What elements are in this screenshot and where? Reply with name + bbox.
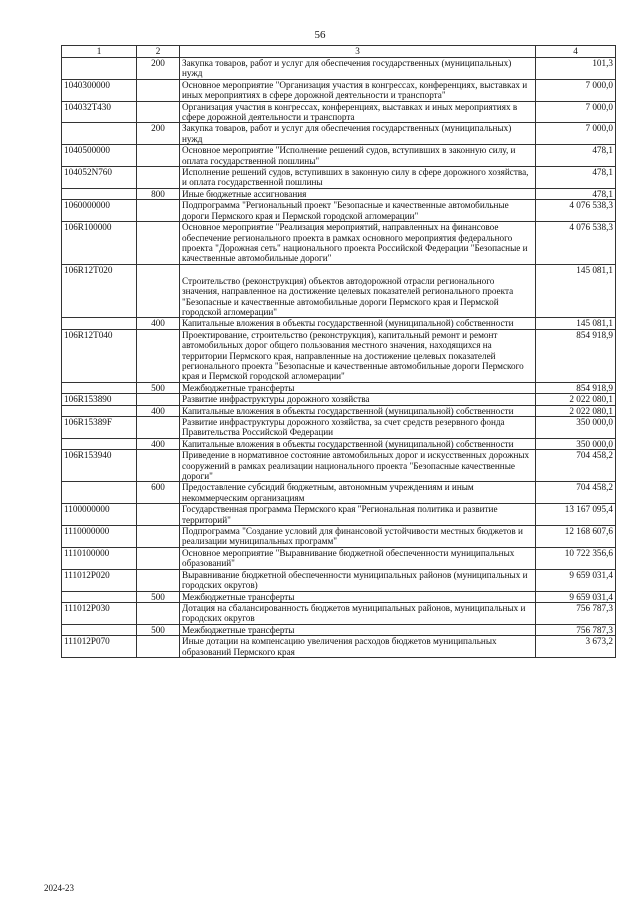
expense-type-cell: 600 — [137, 482, 180, 504]
name-cell: Строительство (реконструкция) объектов автодорожной отрасли регионального значения, направленное на достижение целевых показателей регионального проекта "Безопасные и качественные автомобильные дороги Пермского края и Пермской городской агломерации" — [180, 264, 536, 318]
amount-cell: 756 787,3 — [536, 624, 616, 635]
expense-type-cell: 400 — [137, 318, 180, 329]
code-cell: 1110100000 — [62, 547, 137, 569]
table-row — [62, 101, 616, 123]
expense-type-cell — [137, 636, 180, 658]
code-cell — [62, 318, 137, 329]
table-row — [62, 482, 616, 504]
amount-cell: 854 918,9 — [536, 382, 616, 393]
amount-cell: 478,1 — [536, 167, 616, 189]
code-cell — [62, 123, 137, 145]
expense-type-cell — [137, 602, 180, 624]
code-cell — [62, 624, 137, 635]
amount-cell: 756 787,3 — [536, 602, 616, 624]
amount-cell: 10 722 356,6 — [536, 547, 616, 569]
header-cell-code: 1 — [62, 46, 137, 58]
table-row — [62, 602, 616, 624]
amount-cell: 12 168 607,6 — [536, 526, 616, 548]
amount-cell: 9 659 031,4 — [536, 591, 616, 602]
amount-cell: 350 000,0 — [536, 417, 616, 439]
amount-cell: 704 458,2 — [536, 450, 616, 482]
table-row — [62, 382, 616, 393]
name-cell: Проектирование, строительство (реконструкция), капитальный ремонт и ремонт автомобильных дорог общего пользования местного значения, находящихся на территории Пермского края, направленные на достижение целевых показателей регионального проекта "Безопасные и качественные автомобильные дороги Пермского края и Пермской городской агломерации" — [180, 329, 536, 382]
code-cell: 1040500000 — [62, 145, 137, 167]
amount-cell: 854 918,9 — [536, 329, 616, 382]
table-row — [62, 123, 616, 145]
name-cell: Организация участия в конгрессах, конференциях, выставках и иных мероприятиях в сфере дорожной деятельности и транспорта — [180, 101, 536, 123]
amount-cell: 7 000,0 — [536, 79, 616, 101]
name-cell: Основное мероприятие "Организация участия в конгрессах, конференциях, выставках и иных мероприятиях в сфере дорожной деятельности и транспорта" — [180, 79, 536, 101]
name-cell: Предоставление субсидий бюджетным, автономным учреждениям и иным некоммерческим организациям — [180, 482, 536, 504]
name-cell: Основное мероприятие "Выравнивание бюджетной обеспеченности муниципальных образований" — [180, 547, 536, 569]
expense-type-cell — [137, 222, 180, 265]
expense-type-cell: 500 — [137, 382, 180, 393]
table-row — [62, 636, 616, 658]
amount-cell: 4 076 538,3 — [536, 200, 616, 222]
table-row — [62, 394, 616, 405]
expense-type-cell — [137, 101, 180, 123]
table-row — [62, 526, 616, 548]
document-footer-code: 2024-23 — [44, 883, 74, 893]
name-cell: Дотация на сбалансированность бюджетов муниципальных районов, муниципальных и городских округов — [180, 602, 536, 624]
amount-cell: 4 076 538,3 — [536, 222, 616, 265]
amount-cell: 145 081,1 — [536, 264, 616, 318]
header-row — [62, 46, 616, 58]
expense-type-cell: 500 — [137, 624, 180, 635]
name-cell: Приведение в нормативное состояние автомобильных дорог и искусственных дорожных сооружений в рамках реализации национального проекта "Безопасные качественные дороги" — [180, 450, 536, 482]
code-cell: 106R153890 — [62, 394, 137, 405]
code-cell: 106R153940 — [62, 450, 137, 482]
table-row — [62, 58, 616, 80]
name-cell: Капитальные вложения в объекты государственной (муниципальной) собственности — [180, 438, 536, 449]
code-cell: 111012Р070 — [62, 636, 137, 658]
table-row — [62, 318, 616, 329]
code-cell: 1110000000 — [62, 526, 137, 548]
table-row — [62, 624, 616, 635]
expense-type-cell — [137, 450, 180, 482]
expense-type-cell — [137, 526, 180, 548]
amount-cell: 2 022 080,1 — [536, 394, 616, 405]
name-cell: Закупка товаров, работ и услуг для обеспечения государственных (муниципальных) нужд — [180, 58, 536, 80]
name-cell: Исполнение решений судов, вступивших в законную силу в сфере дорожного хозяйства, и оплата государственной пошлины — [180, 167, 536, 189]
expense-type-cell: 800 — [137, 188, 180, 199]
header-cell-type: 2 — [137, 46, 180, 58]
code-cell: 104032Т430 — [62, 101, 137, 123]
name-cell: Капитальные вложения в объекты государственной (муниципальной) собственности — [180, 405, 536, 416]
name-cell: Развитие инфраструктуры дорожного хозяйства, за счет средств резервного фонда Правительства Российской Федерации — [180, 417, 536, 439]
code-cell: 104052N760 — [62, 167, 137, 189]
name-cell: Межбюджетные трансферты — [180, 382, 536, 393]
expense-type-cell — [137, 145, 180, 167]
table-row — [62, 200, 616, 222]
amount-cell: 13 167 095,4 — [536, 504, 616, 526]
table-row — [62, 547, 616, 569]
name-cell: Выравнивание бюджетной обеспеченности муниципальных районов (муниципальных и городских округов) — [180, 569, 536, 591]
amount-cell: 9 659 031,4 — [536, 569, 616, 591]
code-cell: 111012Р030 — [62, 602, 137, 624]
table-row — [62, 145, 616, 167]
code-cell: 111012Р020 — [62, 569, 137, 591]
expense-type-cell — [137, 79, 180, 101]
expense-type-cell — [137, 167, 180, 189]
code-cell: 106R15389F — [62, 417, 137, 439]
name-cell: Межбюджетные трансферты — [180, 624, 536, 635]
header-cell-amount: 4 — [536, 46, 616, 58]
table-row — [62, 569, 616, 591]
code-cell — [62, 382, 137, 393]
code-cell: 1100000000 — [62, 504, 137, 526]
name-cell: Закупка товаров, работ и услуг для обеспечения государственных (муниципальных) нужд — [180, 123, 536, 145]
header-cell-name: 3 — [180, 46, 536, 58]
amount-cell: 7 000,0 — [536, 101, 616, 123]
code-cell — [62, 591, 137, 602]
amount-cell: 350 000,0 — [536, 438, 616, 449]
name-cell: Межбюджетные трансферты — [180, 591, 536, 602]
code-cell — [62, 405, 137, 416]
budget-table — [61, 45, 616, 658]
expense-type-cell: 400 — [137, 438, 180, 449]
table-row — [62, 264, 616, 318]
table-row — [62, 417, 616, 439]
table-row — [62, 450, 616, 482]
table-row — [62, 405, 616, 416]
expense-type-cell — [137, 417, 180, 439]
name-cell: Подпрограмма "Создание условий для финансовой устойчивости местных бюджетов и реализации муниципальных программ" — [180, 526, 536, 548]
amount-cell: 145 081,1 — [536, 318, 616, 329]
name-cell: Основное мероприятие "Реализация мероприятий, направленных на финансовое обеспечение регионального проекта в рамках основного мероприятия федерального проекта "Дорожная сеть" национального проекта Российской Федерации "Безопасные и качественные автомобильные дороги" — [180, 222, 536, 265]
expense-type-cell: 400 — [137, 405, 180, 416]
expense-type-cell — [137, 200, 180, 222]
code-cell: 1060000000 — [62, 200, 137, 222]
name-cell: Подпрограмма "Региональный проект "Безопасные и качественные автомобильные дороги Пермского края и Пермской городской агломерации" — [180, 200, 536, 222]
name-cell: Основное мероприятие "Исполнение решений судов, вступивших в законную силу, и оплата государственной пошлины" — [180, 145, 536, 167]
table-row — [62, 188, 616, 199]
amount-cell: 7 000,0 — [536, 123, 616, 145]
name-cell: Иные дотации на компенсацию увеличения расходов бюджетов муниципальных образований Пермского края — [180, 636, 536, 658]
code-cell — [62, 482, 137, 504]
expense-type-cell — [137, 569, 180, 591]
code-cell: 106R12Т020 — [62, 264, 137, 318]
amount-cell: 704 458,2 — [536, 482, 616, 504]
table-row — [62, 329, 616, 382]
table-row — [62, 438, 616, 449]
code-cell: 106R100000 — [62, 222, 137, 265]
name-cell: Государственная программа Пермского края "Региональная политика и развитие территорий" — [180, 504, 536, 526]
name-cell: Капитальные вложения в объекты государственной (муниципальной) собственности — [180, 318, 536, 329]
code-cell: 106R12Т040 — [62, 329, 137, 382]
name-cell: Иные бюджетные ассигнования — [180, 188, 536, 199]
expense-type-cell: 500 — [137, 591, 180, 602]
expense-type-cell: 200 — [137, 58, 180, 80]
table-row — [62, 591, 616, 602]
expense-type-cell — [137, 394, 180, 405]
table-row — [62, 222, 616, 265]
table-row — [62, 167, 616, 189]
expense-type-cell — [137, 504, 180, 526]
page-number: 56 — [314, 29, 326, 41]
code-cell — [62, 438, 137, 449]
code-cell — [62, 188, 137, 199]
code-cell: 1040300000 — [62, 79, 137, 101]
amount-cell: 101,3 — [536, 58, 616, 80]
expense-type-cell: 200 — [137, 123, 180, 145]
expense-type-cell — [137, 329, 180, 382]
name-cell: Развитие инфраструктуры дорожного хозяйства — [180, 394, 536, 405]
amount-cell: 2 022 080,1 — [536, 405, 616, 416]
table-row — [62, 504, 616, 526]
expense-type-cell — [137, 547, 180, 569]
table-row — [62, 79, 616, 101]
expense-type-cell — [137, 264, 180, 318]
amount-cell: 478,1 — [536, 188, 616, 199]
amount-cell: 478,1 — [536, 145, 616, 167]
amount-cell: 3 673,2 — [536, 636, 616, 658]
code-cell — [62, 58, 137, 80]
